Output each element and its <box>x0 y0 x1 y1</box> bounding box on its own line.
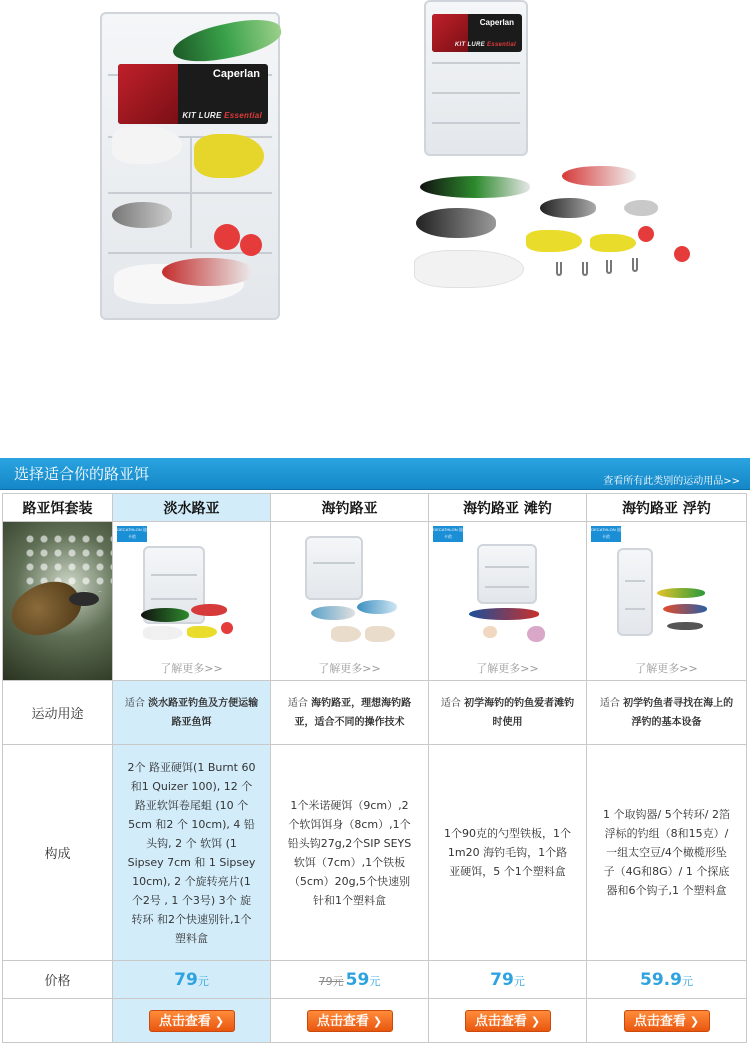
grub-yellow <box>526 230 582 252</box>
jig-head-red <box>638 226 654 242</box>
column-title: 海钓路亚 浮钓 <box>587 494 747 522</box>
decathlon-logo: DECATHLON 迪卡侬 <box>591 526 621 542</box>
table-row-composition <box>3 745 747 961</box>
price-value: 79 <box>174 969 198 990</box>
table-row-price <box>3 961 747 999</box>
usage-cell: 适合 初学海钓的钓鱼爱者滩钓时使用 <box>429 681 587 745</box>
snap-swivel <box>556 262 562 276</box>
fish-splash-photo <box>3 522 112 680</box>
column-title: 海钓路亚 滩钓 <box>429 494 587 522</box>
chevron-right-icon: ❯ <box>214 1014 225 1028</box>
price-unit: 元 <box>681 974 693 988</box>
minnow-lure-green <box>420 176 530 198</box>
view-all-link[interactable]: 查看所有此类别的运动用品>> <box>603 476 740 487</box>
action-cell <box>113 999 271 1043</box>
usage-cell: 适合 淡水路亚钓鱼及方便运输路亚鱼饵 <box>113 681 271 745</box>
old-price: 79元 <box>318 974 344 988</box>
shad-lure-dark <box>416 208 496 238</box>
kit-label-prefix: KIT LURE <box>182 111 222 120</box>
learn-more-link[interactable]: 了解更多>> <box>635 662 698 675</box>
learn-more-link[interactable]: 了解更多>> <box>476 662 539 675</box>
view-details-button[interactable]: 点击查看 ❯ <box>465 1010 551 1032</box>
brand-name: Caperlan <box>212 68 260 80</box>
splash-photo-cell <box>3 522 113 681</box>
action-cell <box>271 999 429 1043</box>
view-details-button[interactable]: 点击查看 ❯ <box>307 1010 393 1032</box>
chevron-right-icon: ❯ <box>530 1014 541 1028</box>
product-image-cell[interactable] <box>429 522 587 681</box>
price-value: 79 <box>490 969 514 990</box>
price-unit: 元 <box>369 974 381 988</box>
usage-cell: 适合 海钓路亚，理想海钓路亚，适合不同的操作技术 <box>271 681 429 745</box>
price-unit: 元 <box>197 974 209 988</box>
kit-label-highlight: Essential <box>224 111 262 120</box>
view-details-button[interactable]: 点击查看 ❯ <box>149 1010 235 1032</box>
empty-cell <box>3 999 113 1043</box>
decathlon-logo: DECATHLON 迪卡侬 <box>117 526 147 542</box>
tackle-box-open <box>100 12 280 320</box>
snap-swivel <box>632 258 638 272</box>
table-row-usage <box>3 681 747 745</box>
grub-yellow-2 <box>590 234 636 252</box>
snap-swivel <box>582 262 588 276</box>
brand-label-card <box>118 64 268 124</box>
price-cell <box>587 961 747 999</box>
grub-white <box>414 250 524 288</box>
column-title: 淡水路亚 <box>113 494 271 522</box>
spinner-lure <box>624 200 658 216</box>
table-row-actions <box>3 999 747 1043</box>
row-label-usage: 运动用途 <box>3 681 113 745</box>
product-image-cell[interactable] <box>113 522 271 681</box>
action-cell <box>587 999 747 1043</box>
shad-lure-small <box>540 198 596 218</box>
decathlon-logo: DECATHLON 迪卡侬 <box>433 526 463 542</box>
price-value: 59 <box>345 969 370 990</box>
snap-swivel <box>606 260 612 274</box>
table-header-row <box>3 494 747 522</box>
product-hero-image <box>0 0 750 440</box>
jig-head-red-2 <box>674 246 690 262</box>
action-cell <box>429 999 587 1043</box>
section-title: 选择适合你的路亚饵 <box>14 465 150 483</box>
price-cell <box>113 961 271 999</box>
usage-cell: 适合 初学钓鱼者寻找在海上的浮钓的基本设备 <box>587 681 747 745</box>
row-label-price: 价格 <box>3 961 113 999</box>
brand-label-card-small: Caperlan KIT LURE Essential <box>432 14 522 52</box>
row-header-label: 路亚饵套装 <box>3 494 113 522</box>
price-value: 59.9 <box>640 969 682 990</box>
lure-comparison-section <box>0 458 750 1048</box>
learn-more-link[interactable]: 了解更多>> <box>318 662 381 675</box>
composition-cell: 1 个取钩器/ 5个转环/ 2箔浮标的钓组（8和15克）/一组太空豆/4个橄榄形坠子（4G和8G）/ 1 个探底器和6个钩子,1 个塑料盒 <box>587 745 747 961</box>
price-cell <box>429 961 587 999</box>
product-image-cell[interactable] <box>587 522 747 681</box>
price-cell <box>271 961 429 999</box>
view-details-button[interactable]: 点击查看 ❯ <box>624 1010 710 1032</box>
composition-cell: 1个90克的勺型铁板，1个1m20 海钓毛钩，1个路亚硬饵，5 个1个塑料盒 <box>429 745 587 961</box>
chevron-right-icon: ❯ <box>372 1014 383 1028</box>
composition-cell: 1个米诺硬饵（9cm）,2 个软饵饵身（8cm）,1个铅头钩27g,2个SIP SEYS软饵（7cm）,1个铁板（5cm）20g,5个快速别针和1个塑料盒 <box>271 745 429 961</box>
table-row-images <box>3 522 747 681</box>
section-header-bar <box>0 458 750 490</box>
comparison-table <box>2 493 747 1043</box>
chevron-right-icon: ❯ <box>689 1014 700 1028</box>
price-unit: 元 <box>513 974 525 988</box>
minnow-lure-red <box>562 166 636 186</box>
column-title: 海钓路亚 <box>271 494 429 522</box>
learn-more-link[interactable]: 了解更多>> <box>160 662 223 675</box>
row-label-composition: 构成 <box>3 745 113 961</box>
product-image-cell[interactable] <box>271 522 429 681</box>
composition-cell: 2个 路亚硬饵(1 Burnt 60 和1 Quizer 100), 12 个路亚软饵卷尾蛆 (10 个5cm 和2 个 10cm), 4 铅头钩, 2 个 软饵 (1 Sipsey 7cm 和 1 Sipsey 10cm), 2 个旋转亮片(1 个2号 , 1 个3号) 3个 旋转环 和2个快速别针,1个塑料盒 <box>113 745 271 961</box>
